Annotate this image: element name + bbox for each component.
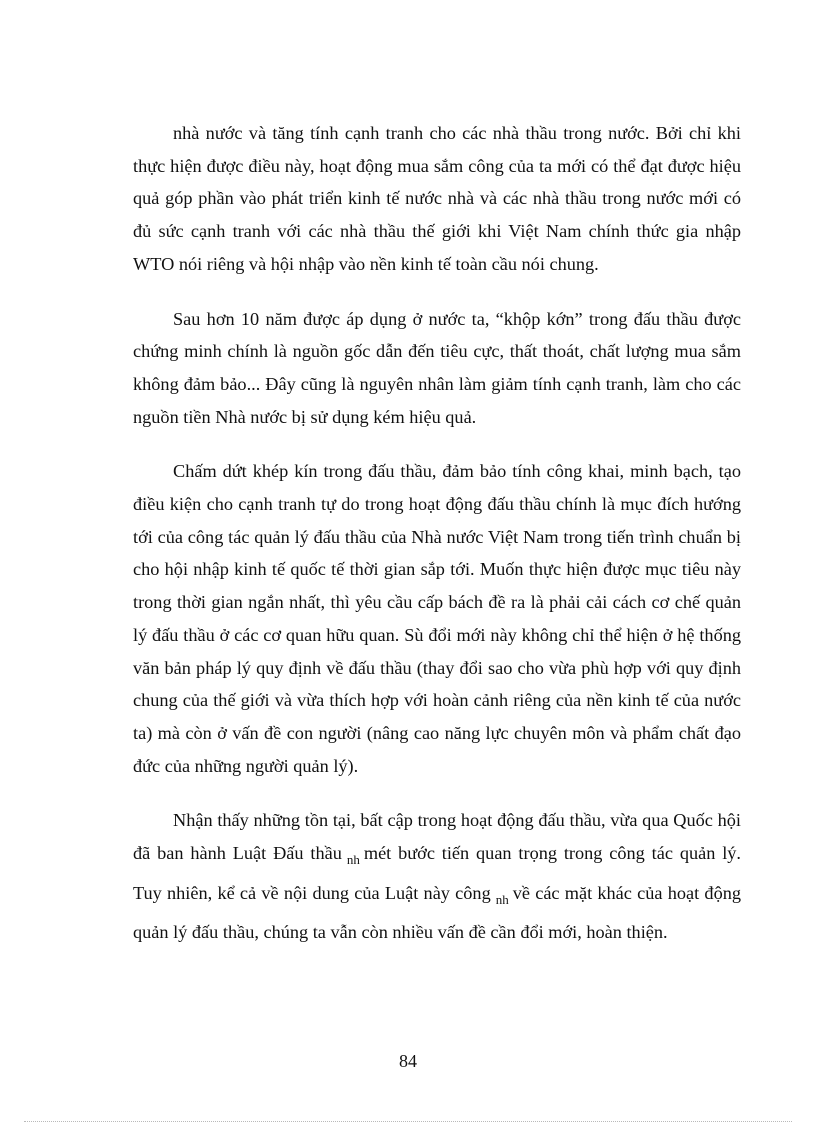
paragraph-4-part-2: mét bước tiến quan trọng trong công tác quản lý. Tuy nhiên, kể cả về nội dung của Luật này công (133, 843, 741, 903)
paragraph-4-part-3: về các mặt khác của hoạt động quản lý đấu thầu, chúng ta vẫn còn nhiều vấn đề cần đổi mới, hoàn thiện. (133, 882, 741, 943)
paragraph-4-part-1: Nhận thấy những tồn tại, bất cập trong hoạt động đấu thầu, vừa qua Quốc hội đã ban hành Luật Đấu thầu (133, 810, 741, 864)
page-number: 84 (399, 1051, 417, 1071)
paragraph-4-subscript-2: nh (495, 891, 509, 907)
paragraph-3: Chấm dứt khép kín trong đấu thầu, đảm bảo tính công khai, minh bạch, tạo điều kiện cho cạnh tranh tự do trong hoạt động đấu thầu chính là mục đích hướng tới của công tác quản lý đấu thầu của Nhà nước Việt Nam trong tiến trình chuẩn bị cho hội nhập kinh tế quốc tế thời gian sắp tới. Muốn thực hiện được mục tiêu này trong thời gian ngắn nhất, thì yêu cầu cấp bách đề ra là phải cải cách cơ chế quản lý đấu thầu ở các cơ quan hữu quan. Sù đổi mới này không chỉ thể hiện ở hệ thống văn bản pháp lý quy định về đấu thầu (thay đổi sao cho vừa phù hợp với quy định chung của thế giới và vừa thích hợp với hoàn cảnh riêng của nền kinh tế của nước ta) mà còn ở vấn đề con người (nâng cao năng lực chuyên môn và phẩm chất đạo đức của những người quản lý). (133, 461, 741, 776)
paragraph-4-subscript-1: nh (346, 852, 360, 868)
body-text (133, 117, 741, 949)
paragraph-4 (133, 804, 741, 949)
footer-divider (24, 1121, 792, 1122)
paragraph-2: Sau hơn 10 năm được áp dụng ở nước ta, “khộp kớn” trong đấu thầu được chứng minh chính là nguồn gốc dẫn đến tiêu cực, thất thoát, chất lượng mua sắm không đảm bảo... Đây cũng là nguyên nhân làm giảm tính cạnh tranh, làm cho các nguồn tiền Nhà nước bị sử dụng kém hiệu quả. (133, 308, 741, 427)
paragraph-1: nhà nước và tăng tính cạnh tranh cho các nhà thầu trong nước. Bởi chỉ khi thực hiện được điều này, hoạt động mua sắm công của ta mới có thể đạt được hiệu quả góp phần vào phát triển kinh tế nước nhà và các nhà thầu trong nước mới có đủ sức cạnh tranh với các nhà thầu thế giới khi Việt Nam chính thức gia nhập WTO nói riêng và hội nhập vào nền kinh tế toàn cầu nói chung. (133, 123, 741, 274)
